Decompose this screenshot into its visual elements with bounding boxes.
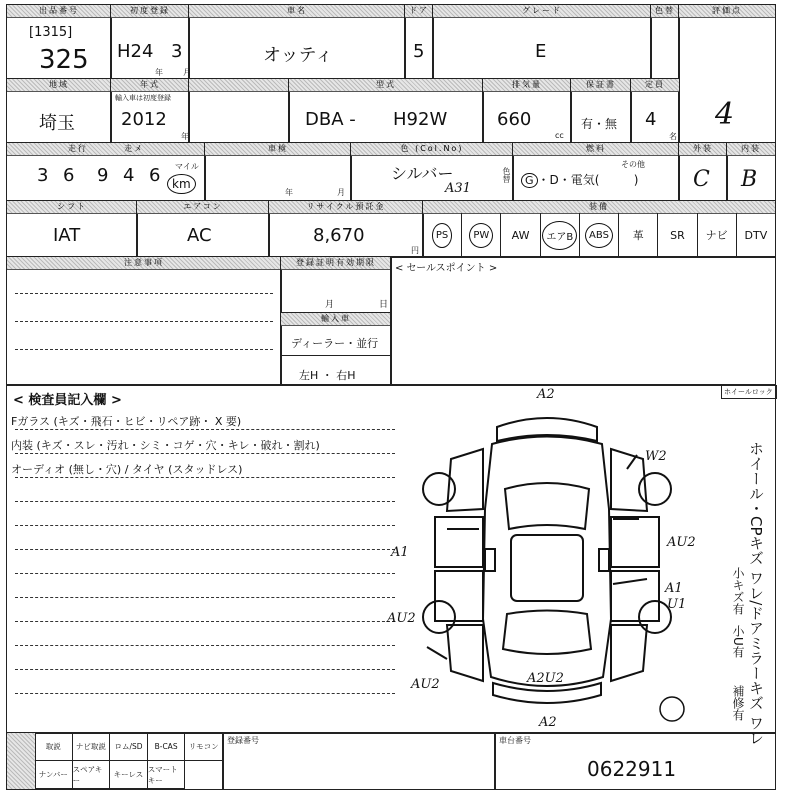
equipment-item	[501, 213, 540, 257]
warranty-value: 有・無	[581, 117, 618, 131]
fuel-options: G ・D・電気( )	[521, 171, 638, 188]
inspector-line-interior: 内装 (キズ・スレ・汚れ・シミ・コゲ・穴・キレ・破れ・割れ)	[11, 439, 320, 452]
import-cell	[280, 312, 392, 386]
color-header: 色 (Col.No)	[351, 143, 513, 156]
damage-mark: U1	[667, 597, 687, 612]
damage-mark: AU2	[387, 611, 416, 626]
mileage-mile-label: マイル	[175, 162, 199, 171]
model-code-prefix: DBA -	[305, 109, 356, 130]
fuel-cell	[512, 142, 680, 202]
fuel-other-label: その他	[621, 160, 645, 169]
chassis-number-label: 車台番号	[499, 736, 531, 745]
sales-point-label: < セールスポイント >	[395, 263, 498, 274]
equipment-item	[737, 213, 775, 257]
model-year-note: 輸入車は初度登録	[115, 94, 171, 102]
color-change-header: 色替	[651, 5, 679, 18]
equipment-item	[423, 213, 462, 257]
inspection-cell	[204, 142, 352, 202]
damage-mark: A1	[665, 581, 683, 596]
recycle-fee: 8,670	[313, 225, 365, 246]
car-name-cell	[188, 4, 406, 80]
inspector-title: < 検査員記入欄 >	[13, 393, 122, 408]
sales-point-cell	[390, 256, 776, 386]
model-code-header: 型式	[289, 79, 483, 92]
model-code-cell	[288, 78, 484, 144]
reg-note-cell	[188, 78, 290, 144]
recycle-unit: 円	[411, 246, 419, 255]
side-remarks-2: 小キズ有	[731, 567, 745, 615]
model-year-header: 年式	[111, 79, 189, 92]
equipment-item	[541, 213, 580, 257]
grade-header: グレード	[433, 5, 651, 18]
displacement-cell	[482, 78, 572, 144]
equipment-header: 装備	[423, 201, 775, 214]
notes-cell	[6, 256, 282, 386]
exterior-cell	[678, 142, 728, 202]
equipment-label: PW	[469, 223, 493, 248]
mileage-digit: 6	[63, 165, 75, 186]
reg-number-label: 登録番号	[227, 736, 259, 745]
damage-mark: AU2	[667, 535, 696, 550]
equipment-label: エアB	[542, 221, 577, 250]
chassis-number: 0622911	[587, 757, 677, 781]
score-value: 4	[715, 97, 735, 132]
accessory-item: スマートキー	[148, 761, 186, 789]
notes-header: 注意事項	[7, 257, 281, 270]
interior-header: 内装	[727, 143, 775, 156]
year-unit: 年	[155, 68, 163, 77]
steering-value: 左H ・ 右H	[299, 369, 356, 382]
displacement-header: 排気量	[483, 79, 571, 92]
seats-header: 定員	[631, 79, 679, 92]
equipment-label: ナビ	[705, 229, 728, 242]
damage-mark: A1	[391, 545, 409, 560]
region-cell	[6, 78, 112, 144]
accessory-item: 取説	[35, 733, 73, 761]
damage-mark: A2	[539, 715, 557, 730]
accessory-item: B-CAS	[148, 733, 186, 761]
first-registration-cell	[110, 4, 190, 80]
lot-code: [1315]	[29, 25, 73, 40]
equipment-label: 革	[632, 229, 644, 242]
color-cell	[350, 142, 514, 202]
doors-value: 5	[413, 41, 425, 62]
shift-cell	[6, 200, 138, 258]
recycle-cell	[268, 200, 424, 258]
interior-cell	[726, 142, 776, 202]
shift-value: IAT	[53, 225, 81, 246]
interior-grade: B	[741, 167, 758, 192]
accessory-item: ナビ取説	[73, 733, 111, 761]
registration-day: 日	[379, 300, 389, 310]
accessory-item: スペアキー	[73, 761, 111, 789]
model-year-unit: 年	[181, 132, 189, 141]
first-registration-month: 3	[171, 41, 183, 62]
warranty-cell	[570, 78, 632, 144]
mileage-digit: 3	[37, 165, 49, 186]
inspection-month: 月	[337, 188, 345, 197]
doors-header: ドア	[405, 5, 433, 18]
mileage-unit: km	[167, 173, 196, 194]
wheel-lock-label: ホイールロック	[724, 388, 773, 396]
mileage-header: 走行 走メ	[7, 143, 205, 156]
registration-valid-cell	[280, 256, 392, 314]
equipment-label: DTV	[744, 228, 768, 242]
equipment-item	[698, 213, 737, 257]
equipment-label: AW	[511, 228, 530, 242]
exterior-grade: C	[693, 167, 710, 192]
color-name: シルバー	[391, 164, 454, 183]
side-remarks-4: 補修有	[731, 685, 745, 721]
registration-valid-header: 登録証明有効期限	[281, 257, 391, 270]
displacement-unit: cc	[555, 131, 564, 140]
side-remarks-3: 小U有	[731, 625, 745, 658]
score-header: 評価点	[679, 5, 775, 18]
mileage-digit: 4	[123, 165, 135, 186]
aircon-header: エアコン	[137, 201, 269, 214]
side-remarks: ホイール・CPキズ ワレ/ドアミラーキズ ワレ	[747, 441, 765, 746]
registration-month: 月	[325, 300, 335, 310]
first-registration-header: 初度登録	[111, 5, 189, 18]
seats-cell	[630, 78, 680, 144]
inspection-year: 年	[285, 188, 293, 197]
score-cell	[678, 4, 776, 144]
equipment-label: SR	[670, 228, 685, 242]
doors-cell	[404, 4, 434, 80]
inspector-line-audio: オーディオ (無し・穴) / タイヤ (スタッドレス)	[11, 463, 243, 476]
fuel-selected: G	[521, 173, 538, 188]
seats-value: 4	[645, 109, 657, 130]
shift-header: シフト	[7, 201, 137, 214]
equipment-label: ABS	[585, 223, 613, 248]
spare-tire-mark	[660, 697, 684, 721]
displacement-value: 660	[497, 109, 532, 130]
region-value: 埼玉	[39, 113, 75, 134]
equipment-row	[423, 213, 775, 257]
model-year-cell	[110, 78, 190, 144]
inspection-header: 車検	[205, 143, 351, 156]
accessories-cell	[6, 732, 224, 790]
equipment-item	[462, 213, 501, 257]
model-year-value: 2012	[121, 109, 167, 130]
aircon-value: AC	[187, 225, 212, 246]
accessory-item: ナンバー	[35, 761, 73, 789]
grade-cell	[432, 4, 652, 80]
car-name: オッティ	[263, 45, 334, 66]
accessories-grid	[35, 733, 223, 789]
accessory-item: ロム/SD	[110, 733, 148, 761]
lot-number-header: 出品番号	[7, 5, 111, 18]
seats-unit: 名	[669, 132, 677, 141]
lot-number: 325	[39, 45, 89, 75]
equipment-cell	[422, 200, 776, 258]
damage-mark: W2	[645, 449, 667, 464]
grade-value: E	[535, 41, 547, 62]
model-code-value: H92W	[393, 109, 448, 130]
warranty-header: 保証書	[571, 79, 631, 92]
import-value: ディーラー・並行	[291, 337, 379, 350]
auction-sheet	[6, 4, 776, 792]
equipment-item	[619, 213, 658, 257]
damage-mark: A2	[537, 387, 555, 402]
color-change-cell	[650, 4, 680, 80]
lot-number-cell	[6, 4, 112, 80]
mileage-cell	[6, 142, 206, 202]
exterior-header: 外装	[679, 143, 727, 156]
damage-mark: A2U2	[527, 671, 564, 686]
fuel-header: 燃料	[513, 143, 679, 156]
damage-mark: AU2	[411, 677, 440, 692]
mileage-digit: 6	[149, 165, 161, 186]
first-registration-year: H24	[117, 41, 154, 62]
car-name-header: 車名	[189, 5, 405, 18]
mileage-digit: 9	[97, 165, 109, 186]
equipment-label: PS	[432, 223, 452, 248]
reg-number-cell	[222, 732, 496, 790]
equipment-item	[658, 213, 697, 257]
accessory-item: キーレス	[110, 761, 148, 789]
color-change-label: 色替	[502, 167, 511, 183]
chassis-number-cell	[494, 732, 776, 790]
recycle-header: リサイクル預託金	[269, 201, 423, 214]
color-code: A31	[445, 181, 471, 196]
accessory-item: リモコン	[185, 733, 223, 761]
import-header: 輸入車	[281, 313, 391, 326]
month-unit: 月	[183, 68, 191, 77]
inspector-line-glass: Fガラス (キズ・飛石・ヒビ・リペア跡・ X 要)	[11, 415, 242, 428]
aircon-cell	[136, 200, 270, 258]
equipment-item	[580, 213, 619, 257]
wheel-lock-box	[721, 385, 777, 399]
region-header: 地域	[7, 79, 111, 92]
